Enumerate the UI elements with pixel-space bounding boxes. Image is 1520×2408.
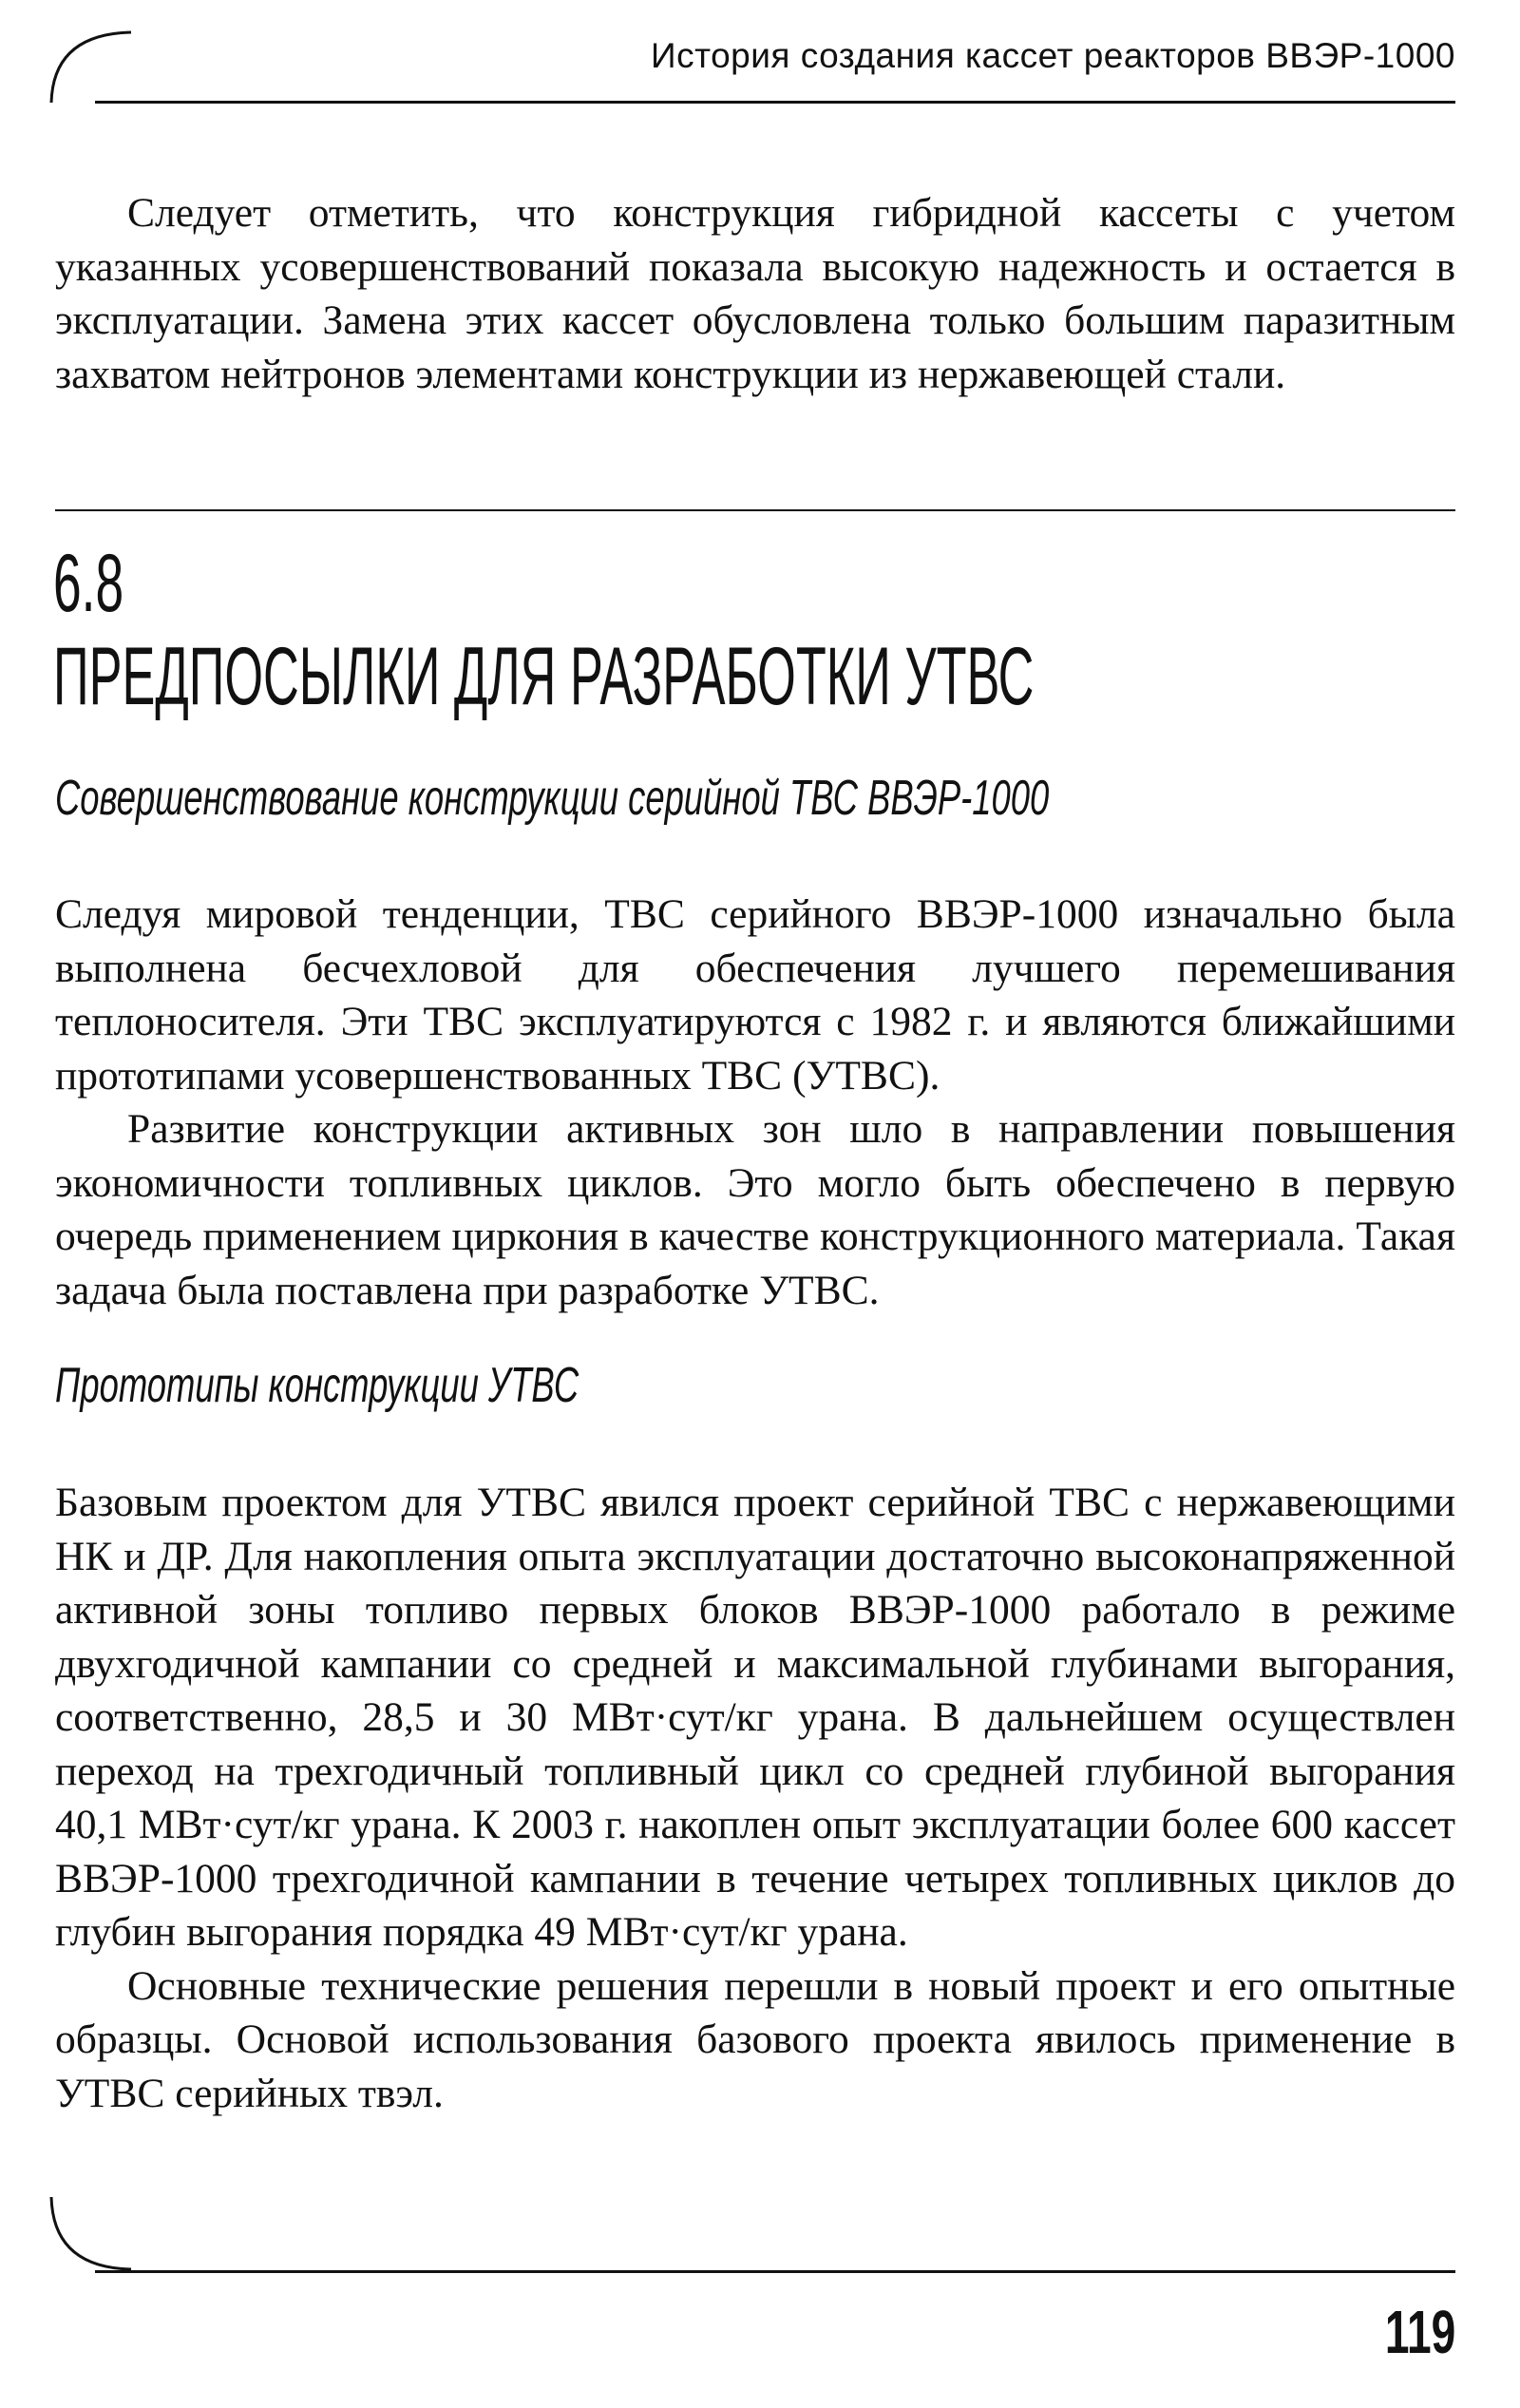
footer-rule	[95, 2270, 1455, 2273]
subsection-heading: Совершенствование конструкции серийной ТВС ВВЭР-1000	[55, 771, 1050, 826]
header-rule	[95, 101, 1455, 104]
subsection-text	[55, 1476, 1455, 2120]
paragraph: Следует отметить, что конструкция гибридной кассеты с учетом указанных усовершенствований показала высокую надежность и остается в эксплуатации. Замена этих кассет обусловлена только большим паразитным захватом нейтронов элементами конструкции из нержавеющей стали.	[55, 190, 1455, 397]
subsection-heading: Прототипы конструкции УТВС	[55, 1358, 580, 1413]
section-number: 6.8	[53, 538, 124, 629]
section-title: ПРЕДПОСЫЛКИ ДЛЯ РАЗРАБОТКИ УТВС	[53, 631, 1035, 722]
paragraph: Базовым проектом для УТВС явился проект серийной ТВС с нержавеющими НК и ДР. Для накопления опыта эксплуатации достаточно высоконапряженной активной зоны топливо первых блоков ВВЭР-1000 работало в режиме двухгодичной кампании со средней и максимальной глубинами выгорания, соответственно, 28,5 и 30 МВт·сут/кг урана. В дальнейшем осуществлен переход на трехгодичный топливный цикл со средней глубиной выгорания 40,1 МВт·сут/кг урана. К 2003 г. накоплен опыт эксплуатации более 600 кассет ВВЭР-1000 трехгодичной кампании в течение четырех топливных циклов до глубин выгорания порядка 49 МВт·сут/кг урана.	[55, 1480, 1455, 1955]
header-corner-curve	[48, 29, 133, 105]
intro-text	[55, 186, 1455, 401]
paragraph: Основные технические решения перешли в новый проект и его опытные образцы. Основой использования базового проекта явилось применение в УТВС серийных твэл.	[55, 1962, 1455, 2116]
footer-corner-curve	[48, 2195, 133, 2273]
paragraph: Развитие конструкции активных зон шло в направлении повышения экономичности топливных циклов. Это могло быть обеспечено в первую очередь применением циркония в качестве конструкционного материала. Такая задача была поставлена при разработке УТВС.	[55, 1106, 1455, 1313]
running-title: История создания кассет реакторов ВВЭР-1000	[650, 36, 1455, 75]
paragraph: Следуя мировой тенденции, ТВС серийного ВВЭР-1000 изначально была выполнена бесчехловой для обеспечения лучшего перемешивания теплоносителя. Эти ТВС эксплуатируются с 1982 г. и являются ближайшими прототипами усовершенствованных ТВС (УТВС).	[55, 891, 1455, 1099]
page-number: 119	[1384, 2298, 1455, 2366]
subsection-text	[55, 888, 1455, 1317]
section-rule	[55, 509, 1455, 511]
